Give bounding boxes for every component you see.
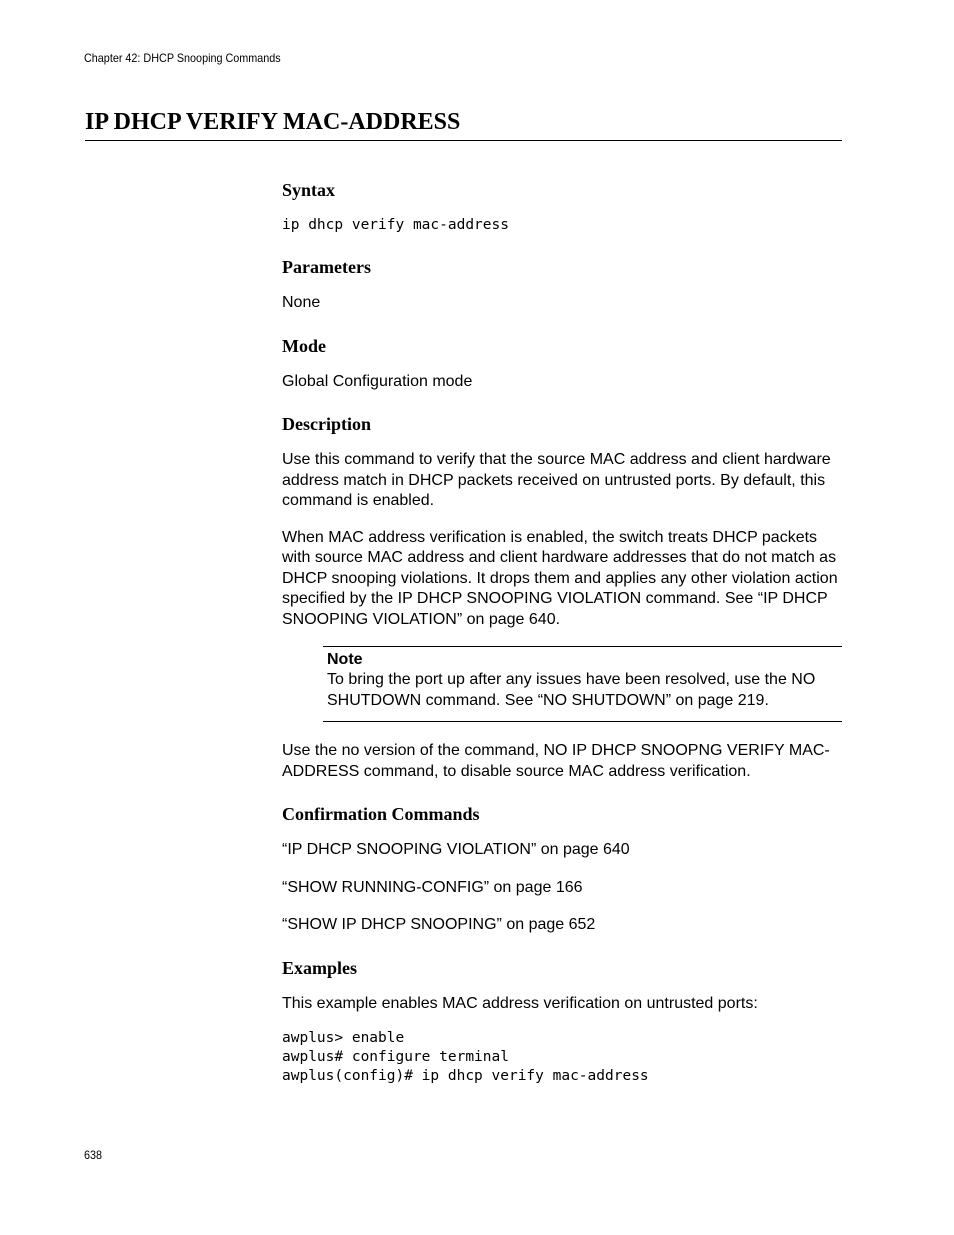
examples-intro: This example enables MAC address verification on untrusted ports: — [282, 994, 758, 1012]
description-paragraph: Use this command to verify that the source MAC address and client hardware address match in DHCP packets received on untrusted ports. By default, this command is enabled. — [282, 451, 831, 509]
confirmation-link[interactable]: “SHOW IP DHCP SNOOPING” on page 652 — [282, 916, 596, 933]
code-line: awplus> enable — [282, 1030, 405, 1046]
note-box — [323, 646, 842, 722]
page-number: 638 — [84, 1148, 103, 1162]
confirmation-heading: Confirmation Commands — [282, 804, 480, 824]
example-code-block — [282, 1029, 842, 1086]
syntax-heading: Syntax — [282, 180, 336, 200]
parameters-text: None — [282, 294, 321, 311]
note-title: Note — [327, 651, 363, 668]
description-paragraph: When MAC address verification is enabled, the switch treats DHCP packets with source MAC address and client hardware addresses that do not match as DHCP snooping violations. It drops them and applies any other violation action specified by the IP DHCP SNOOPING VIOLATION command. See “IP DHCP SNOOPING VIOLATION” on page 640. — [282, 528, 838, 628]
examples-heading: Examples — [282, 957, 358, 978]
confirmation-link[interactable]: “SHOW RUNNING-CONFIG” on page 166 — [282, 878, 583, 896]
main-content — [282, 178, 842, 1086]
chapter-header: Chapter 42: DHCP Snooping Commands — [84, 51, 281, 65]
parameters-heading: Parameters — [282, 257, 371, 277]
syntax-command: ip dhcp verify mac-address — [282, 217, 509, 233]
confirmation-link[interactable]: “IP DHCP SNOOPING VIOLATION” on page 640 — [282, 841, 630, 858]
title-divider — [85, 140, 842, 141]
page-title: IP DHCP VERIFY MAC-ADDRESS — [85, 109, 461, 135]
no-version-text: Use the no version of the command, NO IP DHCP SNOOPNG VERIFY MAC-ADDRESS command, to disable source MAC address verification. — [282, 742, 830, 780]
mode-heading: Mode — [282, 335, 326, 356]
code-line: awplus(config)# ip dhcp verify mac-address — [282, 1068, 649, 1084]
note-text: To bring the port up after any issues have been resolved, use the NO SHUTDOWN command. See “NO SHUTDOWN” on page 219. — [327, 671, 816, 709]
code-line: awplus# configure terminal — [282, 1049, 509, 1065]
mode-text: Global Configuration mode — [282, 372, 473, 390]
description-heading: Description — [282, 414, 371, 434]
